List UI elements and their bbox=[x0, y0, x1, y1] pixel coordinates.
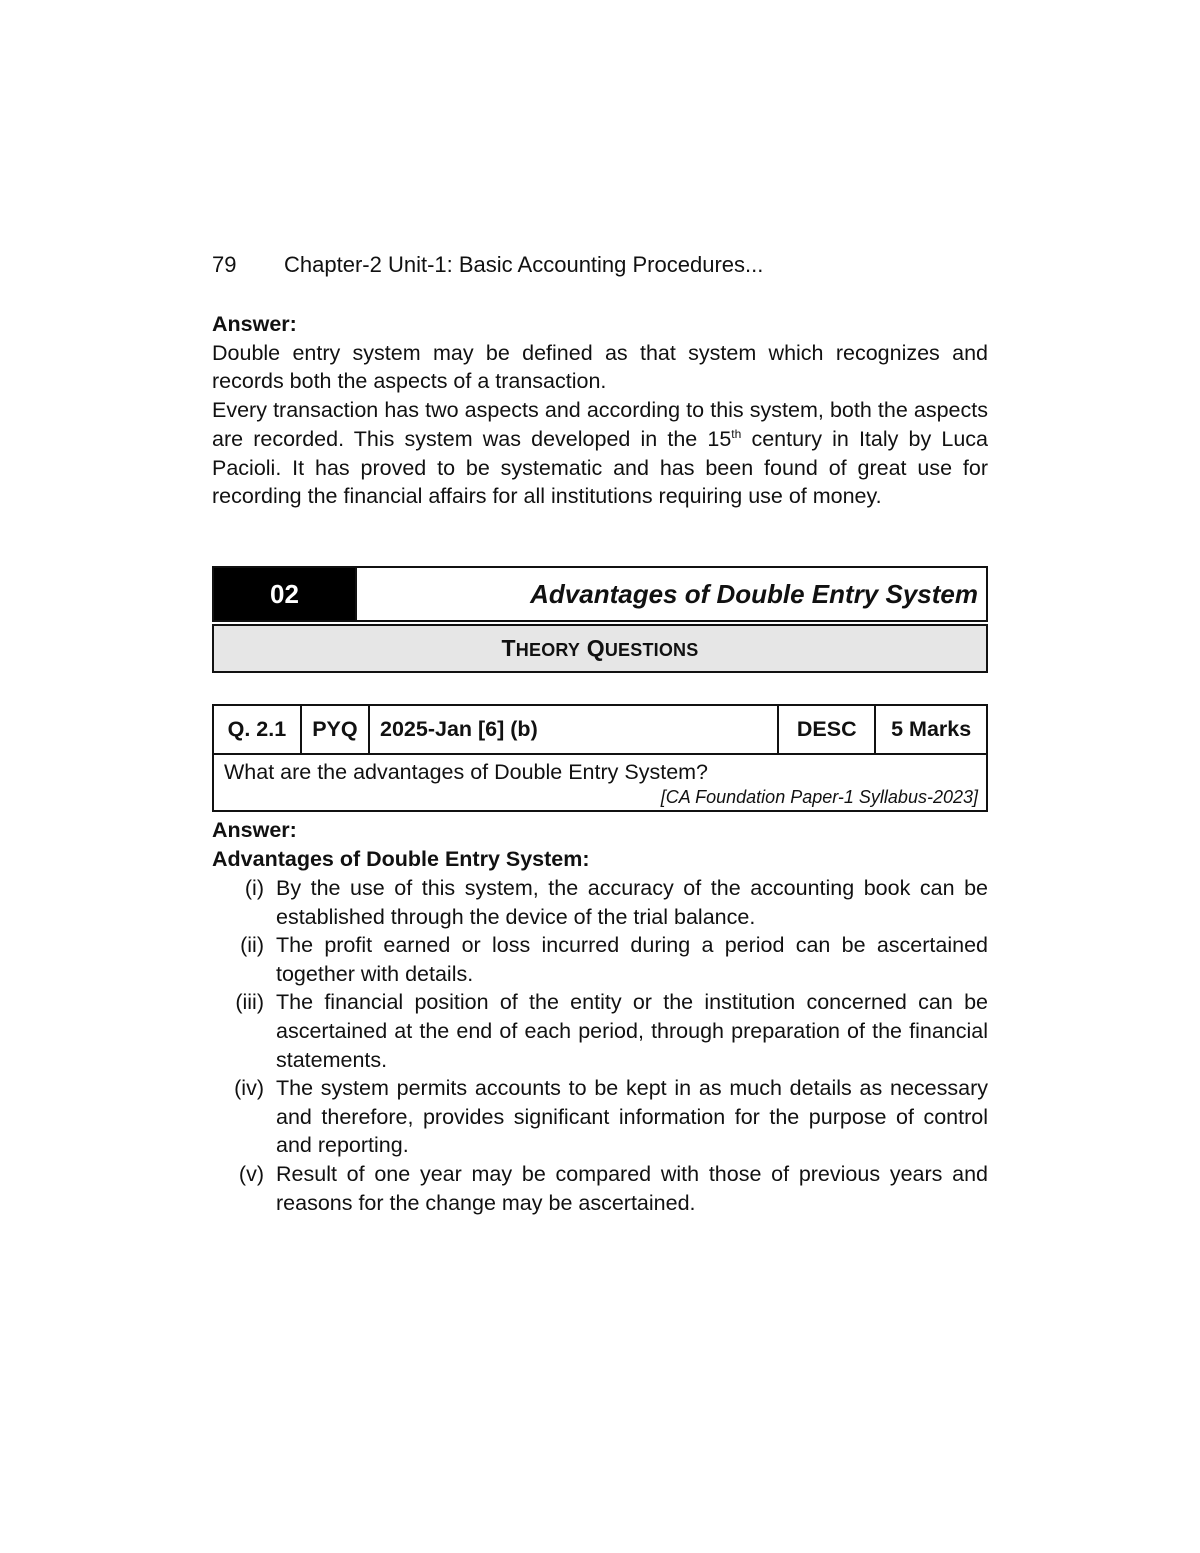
topic-number: 02 bbox=[214, 568, 355, 620]
answer-paragraph-1: Double entry system may be defined as that system which recognizes and records both the aspects of a transaction. bbox=[212, 340, 988, 394]
list-item-number: (iii) bbox=[235, 990, 264, 1015]
question-table bbox=[212, 704, 988, 812]
advantages-list bbox=[212, 874, 988, 1217]
list-item-text: The profit earned or loss incurred during a period can be ascertained together with details. bbox=[276, 933, 988, 986]
theory-rest-heory: HEORY bbox=[515, 640, 581, 660]
chapter-title: Chapter-2 Unit-1: Basic Accounting Procedures... bbox=[284, 252, 764, 277]
answer-paragraph-2-part1: Every transaction has two aspects and according to this system, both the aspects are recorded. This system was developed in the 15 bbox=[212, 398, 988, 451]
list-item bbox=[212, 874, 988, 931]
question-text: What are the advantages of Double Entry System? bbox=[224, 760, 709, 784]
list-item-number: (ii) bbox=[240, 933, 264, 958]
theory-rest-uestions: UESTIONS bbox=[604, 640, 699, 660]
list-item-text: Result of one year may be compared with those of previous years and reasons for the change may be ascertained. bbox=[276, 1161, 988, 1215]
list-item bbox=[212, 931, 988, 988]
advantages-heading: Advantages of Double Entry System: bbox=[212, 847, 590, 871]
list-item bbox=[212, 988, 988, 1074]
question-category: DESC bbox=[778, 705, 875, 754]
answer-label: Answer: bbox=[212, 312, 297, 336]
theory-questions-banner bbox=[212, 624, 988, 673]
list-item-text: The financial position of the entity or the institution concerned can be ascertained at the end of each period, through preparation of the financial statements. bbox=[276, 990, 988, 1072]
list-item-text: The system permits accounts to be kept in as much details as necessary and therefore, provides significant information for the purpose of control and reporting. bbox=[276, 1076, 988, 1158]
theory-cap-q: Q bbox=[586, 635, 605, 661]
topic-banner bbox=[212, 566, 988, 622]
answer-section-2 bbox=[212, 816, 988, 1217]
superscript-th: th bbox=[731, 426, 742, 441]
page-number: 79 bbox=[212, 252, 237, 277]
list-item-number: (iv) bbox=[234, 1076, 264, 1101]
question-exam: 2025-Jan [6] (b) bbox=[369, 705, 778, 754]
list-item bbox=[212, 1074, 988, 1160]
question-meta-row bbox=[213, 705, 987, 754]
list-item-number: (i) bbox=[244, 876, 264, 900]
answer-paragraph-2 bbox=[212, 396, 988, 511]
question-id: Q. 2.1 bbox=[213, 705, 301, 754]
question-source: [CA Foundation Paper-1 Syllabus-2023] bbox=[660, 787, 978, 807]
question-text-row bbox=[213, 754, 987, 811]
page-header bbox=[212, 252, 763, 278]
answer-section-1 bbox=[212, 310, 988, 511]
theory-questions-label bbox=[502, 635, 699, 662]
answer-paragraph-2-part2: century in Italy by Luca Pacioli. It has proved to be systematic and has been found of great use for recording the financial affairs for all institutions requiring use of money. bbox=[212, 426, 988, 509]
topic-title: Advantages of Double Entry System bbox=[355, 568, 986, 620]
list-item bbox=[212, 1160, 988, 1217]
list-item-number: (v) bbox=[238, 1161, 264, 1186]
answer-label-2: Answer: bbox=[212, 818, 297, 842]
list-item-text: By the use of this system, the accuracy of the accounting book can be established through the device of the trial balance. bbox=[276, 876, 988, 929]
question-marks: 5 Marks bbox=[875, 705, 987, 754]
question-type: PYQ bbox=[301, 705, 369, 754]
question-cell bbox=[213, 754, 987, 811]
theory-cap-t: T bbox=[501, 635, 516, 661]
